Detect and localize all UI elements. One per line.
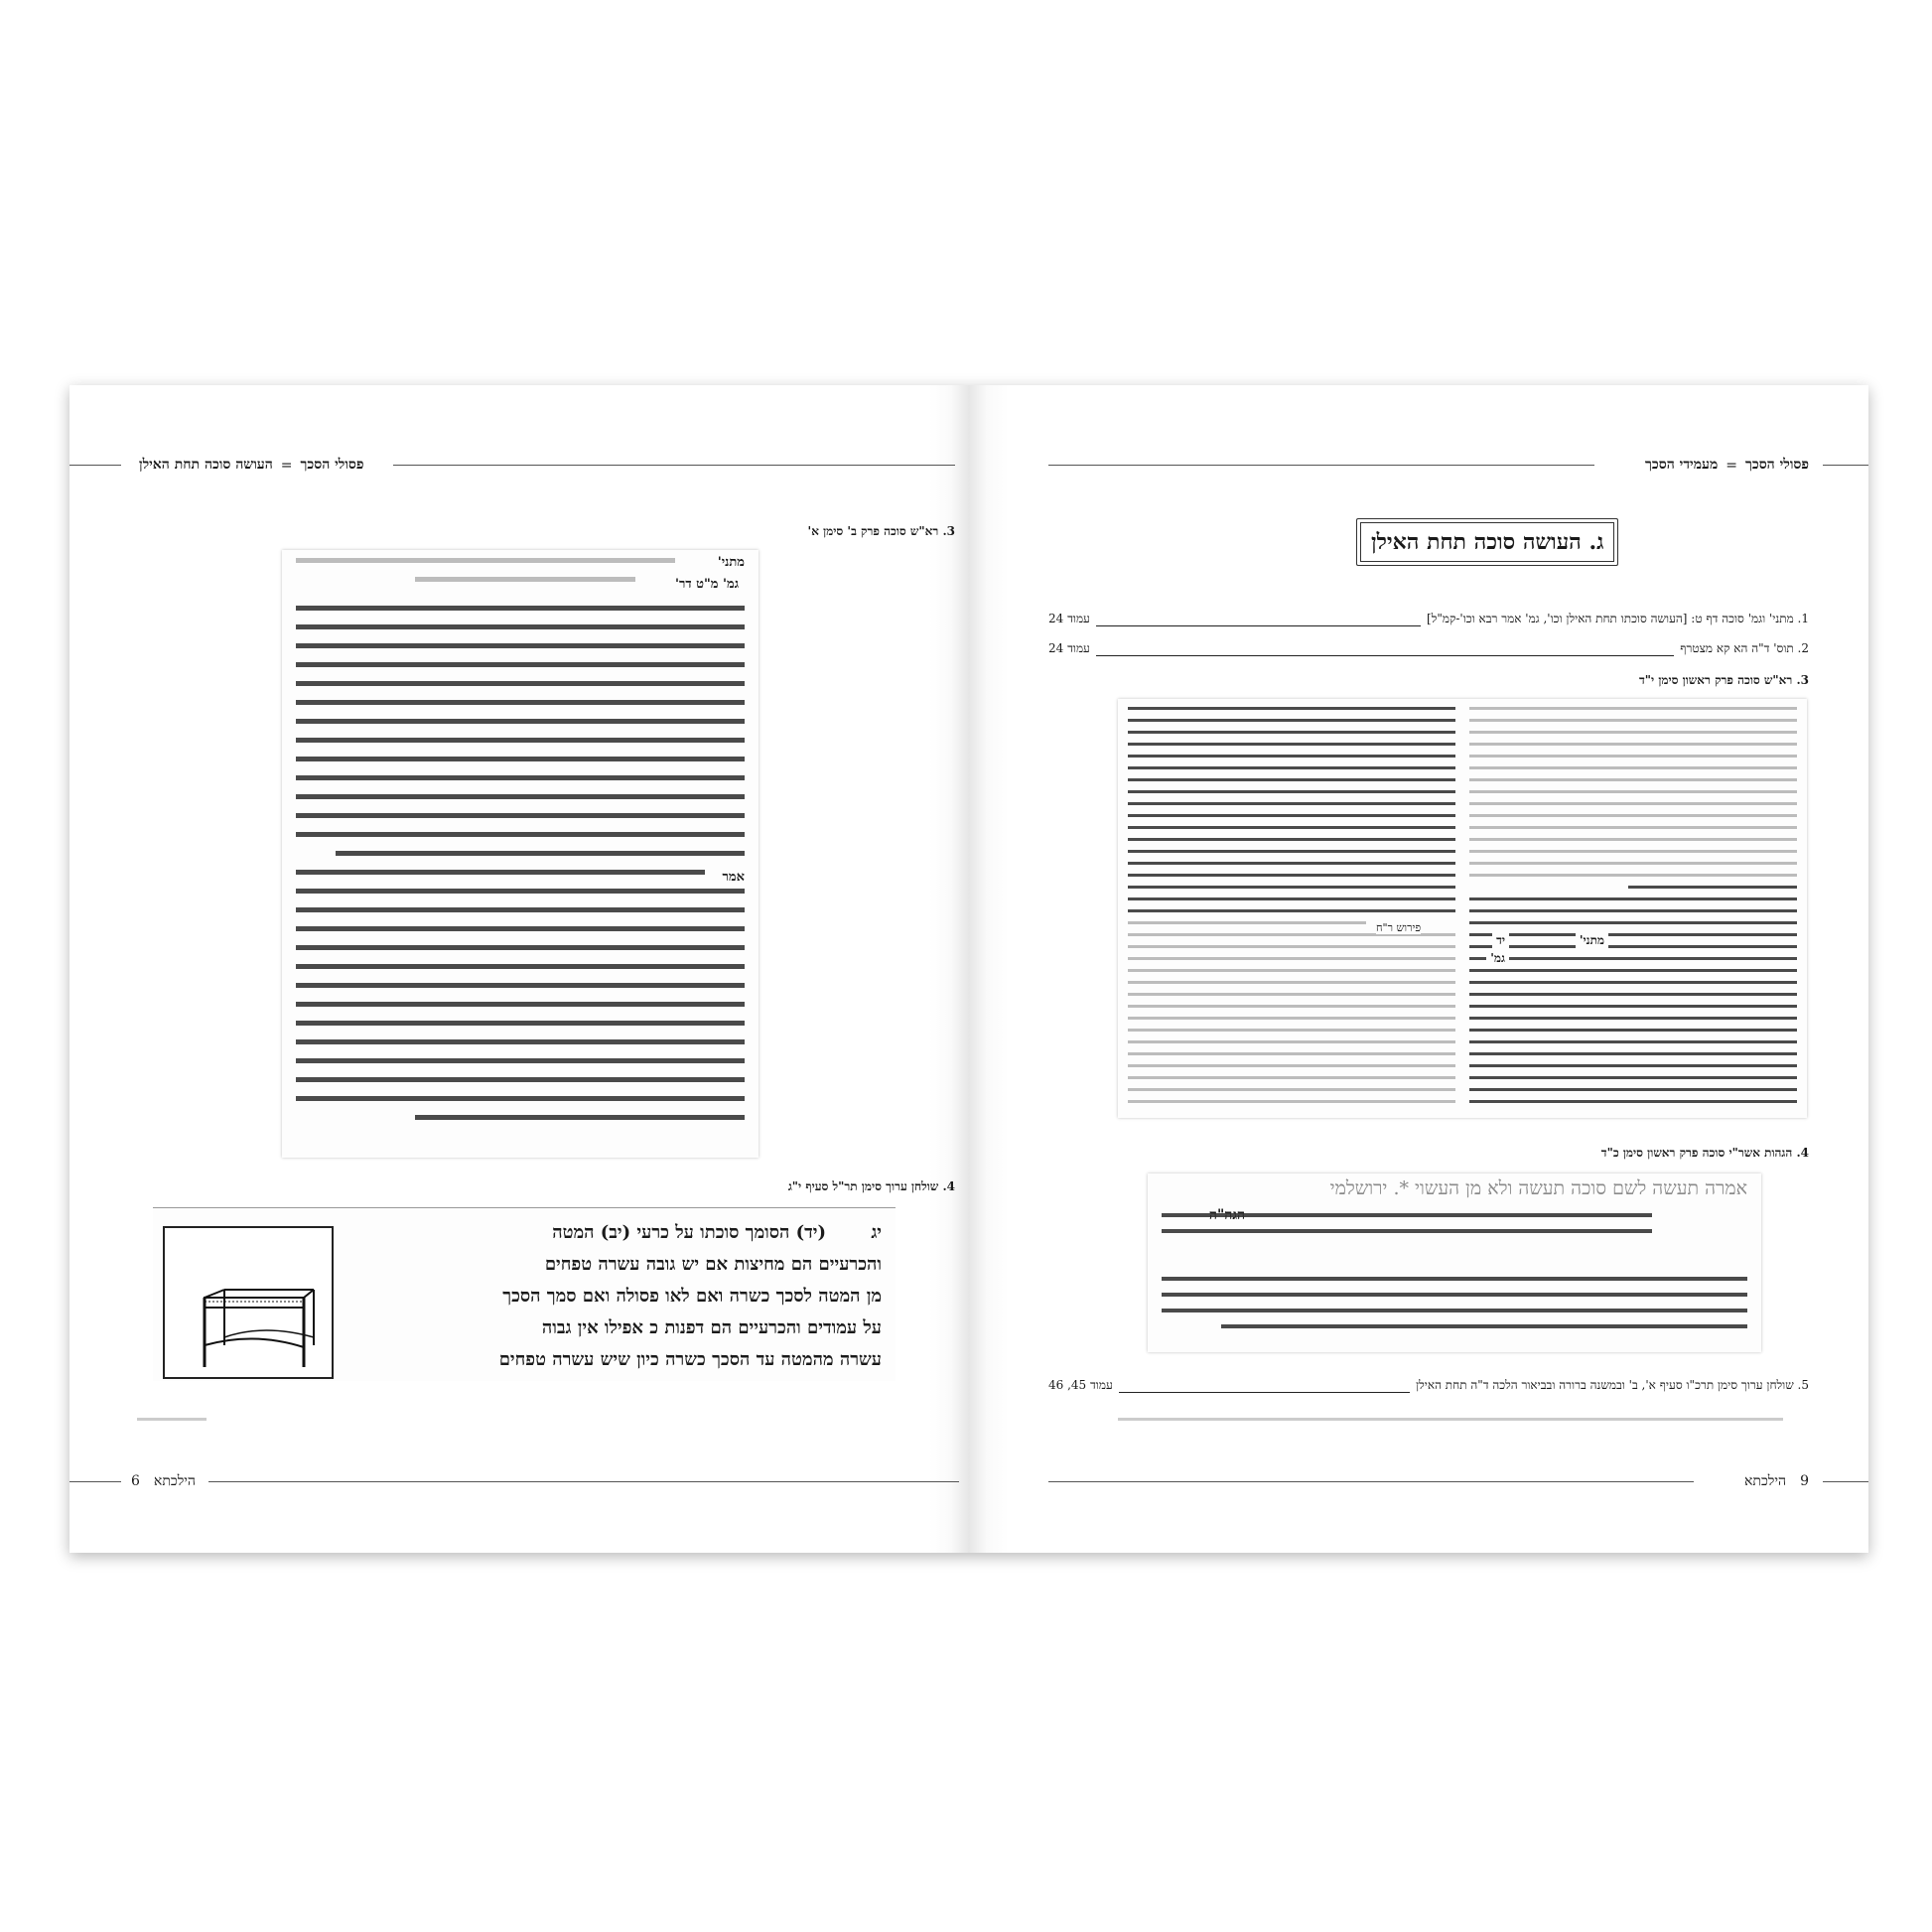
right-shadow-rule [1118, 1418, 1783, 1421]
right-scan-yod: יד [1492, 933, 1509, 948]
right-page-number: 9 [1800, 1473, 1809, 1489]
right-label-4: 4. הגהות אשר"י סוכה פרק ראשון סימן כ"ד [1600, 1146, 1809, 1160]
right-page [969, 385, 1868, 1553]
scan-col-left [1128, 707, 1455, 1110]
section-title: ג. העושה סוכה תחת האילן [1356, 518, 1618, 566]
right-footer-book: הילכתא [1744, 1473, 1787, 1489]
footer-rule-right [208, 1481, 959, 1482]
right-scan-footer: פירוש ר"ח [1376, 921, 1422, 934]
label-5-page: עמוד 45, 46 [1048, 1378, 1113, 1392]
left-page-number: 6 [131, 1473, 140, 1489]
shulchan-line-4: על עמודים והכרעיים הם דפנות כ אפילו אין גבוה [541, 1317, 882, 1338]
shulchan-line-1: (יד) הסומך סוכתו על כרעי (יב) המטה [552, 1222, 826, 1243]
header-separator-2: = [1725, 457, 1737, 474]
left-header-title: העושה סוכה תחת האילן [139, 457, 273, 473]
source-row-2 [1048, 641, 1809, 656]
right-header-rule-left [1048, 465, 1594, 466]
left-running-header [139, 457, 364, 474]
header-rule-right [393, 465, 955, 466]
right-running-header [1645, 457, 1809, 474]
shulchan-num: יג [871, 1222, 882, 1243]
right-scan-matni: מתני' [1576, 933, 1608, 948]
scan-col-right [1469, 707, 1797, 1110]
right-rosh-scan [1118, 699, 1807, 1118]
scan-head-matni: מתני' [717, 555, 745, 570]
right-header-subsection: מעמידי הסכך [1645, 457, 1719, 473]
left-shadow-rule [137, 1418, 207, 1421]
hagaha-gray-line: אמרה תעשה לשם סוכה תעשה ולא מן העשוי *. ירושלמי [1329, 1177, 1747, 1199]
hagaha-lines-1 [1162, 1213, 1652, 1245]
shulchan-line-2: והכרעיים הם מחיצות אם יש גובה עשרה טפחים [544, 1254, 882, 1275]
right-label-3: 3. רא"ש סוכה פרק ראשון סימן י"ד [1639, 673, 1809, 687]
left-label-4: 4. שולחן ערוך סימן תר"ל סעיף י"ג [787, 1179, 955, 1193]
hagaha-lines-2 [1162, 1277, 1747, 1340]
left-footer-book: הילכתא [153, 1473, 196, 1489]
left-footer [131, 1473, 196, 1490]
scan-amar-label: אמר [719, 869, 745, 885]
hagahot-asheri-scan [1148, 1173, 1761, 1352]
bed-illustration [163, 1226, 334, 1379]
shulchan-aruch-block [153, 1207, 896, 1381]
right-footer-rule-left [1048, 1481, 1694, 1482]
right-header-rule-right [1823, 465, 1868, 466]
book-spread [69, 385, 1868, 1553]
shulchan-line-5: עשרה מהמטה עד הסכך כשרה כיון שיש עשרה טפחים [498, 1349, 882, 1370]
source-row-1 [1048, 612, 1809, 626]
source-2-line [1096, 654, 1674, 656]
footer-rule-left [69, 1481, 121, 1482]
scan-gemara-label: גמ' מ"ט דר' [675, 577, 739, 592]
left-rosh-scan [282, 550, 759, 1158]
source-2-page: עמוד 24 [1048, 641, 1090, 655]
header-rule-left [69, 465, 121, 466]
scan-gray-lines [296, 558, 745, 596]
label-5-line [1119, 1391, 1410, 1393]
right-scan-gemara: גמ' [1486, 951, 1509, 966]
left-header-section: פסולי הסכך [300, 457, 364, 473]
label-5-text: 5. שולחן ערוך סימן תרכ"ו סעיף א', ב' ובמשנה ברורה ובביאור הלכה ד"ה תחת האילן [1416, 1378, 1809, 1392]
source-1-text: 1. מתני' וגמ' סוכה דף ט: [העושה סוכתו תחת האילן וכו', גמ' אמר רבא וכו'-קמ"ל] [1427, 612, 1809, 625]
source-1-page: עמוד 24 [1048, 612, 1090, 625]
source-2-text: 2. תוס' ד"ה הא קא מצטרף [1680, 641, 1809, 655]
right-header-section: פסולי הסכך [1745, 457, 1809, 473]
left-label-3: 3. רא"ש סוכה פרק ב' סימן א' [807, 524, 955, 538]
right-footer [1744, 1473, 1809, 1490]
source-1-line [1096, 624, 1421, 626]
bed-icon [165, 1228, 332, 1377]
right-footer-rule-right [1823, 1481, 1868, 1482]
scan-text-lines [296, 606, 745, 1134]
source-row-5 [1048, 1378, 1809, 1393]
shulchan-line-3: מן המטה לסכך כשרה ואם לאו פסולה ואם סמך הסכך [502, 1286, 882, 1307]
left-page [69, 385, 969, 1553]
header-separator: = [280, 457, 293, 474]
